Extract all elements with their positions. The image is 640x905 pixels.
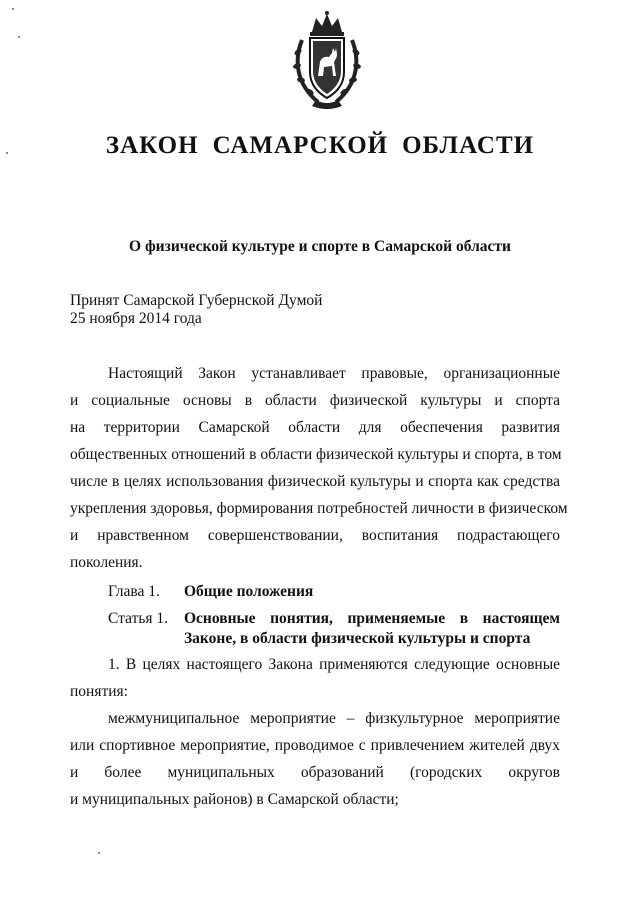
samara-coat-of-arms-icon bbox=[288, 10, 366, 110]
law-title-word-1: ЗАКОН bbox=[105, 132, 199, 159]
article-title-line: Законе, в области физической культуры и спорта bbox=[184, 630, 531, 647]
clause-line: понятия: bbox=[70, 683, 128, 700]
article-number: Статья 1. bbox=[108, 610, 169, 627]
law-body bbox=[70, 360, 568, 813]
scan-speck bbox=[98, 852, 100, 854]
adoption-info bbox=[70, 292, 322, 328]
preamble-line: поколения. bbox=[70, 554, 143, 571]
law-subject: О физической культуре и спорте в Самарской области bbox=[129, 238, 511, 255]
preamble-line: и нравственном совершенствовании, воспитания подрастающего bbox=[70, 527, 560, 544]
definition-line: или спортивное мероприятие, проводимое с привлечением жителей двух bbox=[70, 737, 560, 754]
chapter-title: Общие положения bbox=[184, 583, 314, 600]
law-title bbox=[0, 132, 640, 160]
clause-line: 1. В целях настоящего Закона применяются следующие основные bbox=[108, 656, 560, 673]
preamble-line: общественных отношений в области физической культуры и спорта, в том bbox=[70, 446, 562, 463]
law-title-word-3: ОБЛАСТИ bbox=[402, 132, 535, 159]
preamble-line: и социальные основы в области физической культуры и спорта bbox=[70, 392, 560, 409]
scan-speck bbox=[6, 152, 8, 154]
preamble-line: числе в целях использования физической культуры и спорта как средства bbox=[70, 473, 560, 490]
article-title bbox=[184, 609, 560, 649]
adoption-date: 25 ноября 2014 года bbox=[70, 310, 202, 327]
preamble-line: укрепления здоровья, формирования потребностей личности в физическом bbox=[70, 500, 568, 517]
definition-line: межмуниципальное мероприятие – физкультурное мероприятие bbox=[108, 710, 560, 727]
definition-line: и более муниципальных образований (городских округов bbox=[70, 764, 560, 781]
adoption-body: Принят Самарской Губернской Думой bbox=[70, 292, 323, 309]
law-title-word-2: САМАРСКОЙ bbox=[212, 132, 389, 159]
article-title-line: Основные понятия, применяемые в настоящем bbox=[184, 610, 560, 627]
article-heading bbox=[70, 609, 560, 649]
definition-line: и муниципальных районов) в Самарской области; bbox=[70, 791, 399, 808]
scan-speck bbox=[12, 8, 14, 10]
preamble-line: Настоящий Закон устанавливает правовые, организационные bbox=[108, 365, 560, 382]
chapter-number: Глава 1. bbox=[108, 583, 160, 600]
chapter-heading bbox=[70, 578, 560, 605]
scan-speck bbox=[18, 36, 20, 38]
preamble-line: на территории Самарской области для обеспечения развития bbox=[70, 419, 560, 436]
